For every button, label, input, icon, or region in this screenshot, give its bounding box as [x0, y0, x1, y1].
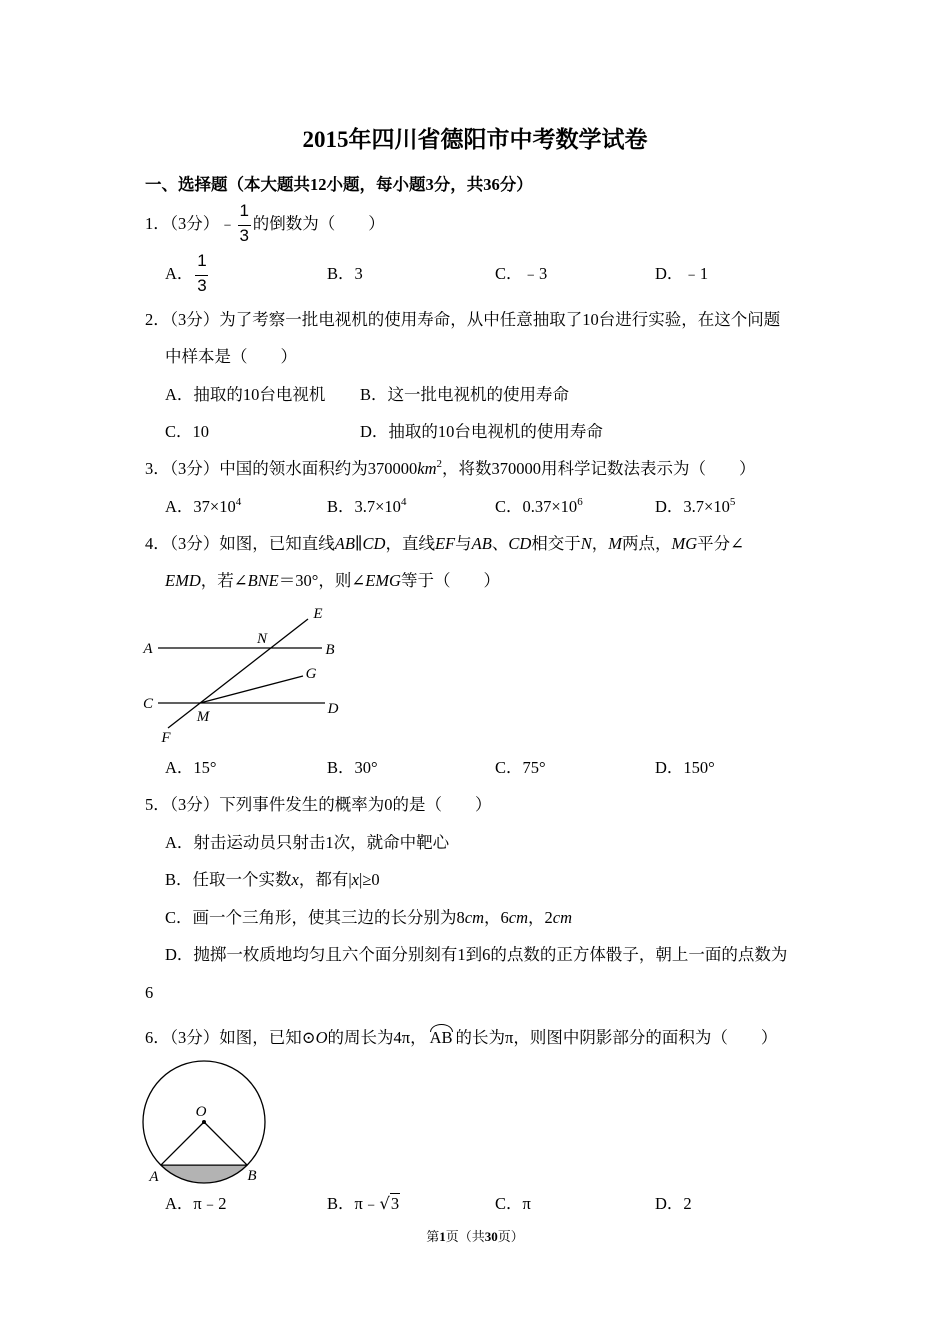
q3-option-d-exponent: 5 — [729, 496, 736, 508]
sqrt-icon: √ — [379, 1194, 390, 1213]
q5-option-a: A．射击运动员只射击1次，就命中靶心 — [165, 833, 450, 852]
q4-text-1: 4．（3分）如图，已知直线 — [145, 534, 335, 553]
q1-option-a-numerator: 1 — [197, 251, 207, 270]
q1-stem-text: 的倒数为（ ） — [252, 214, 385, 233]
q6-arc-ab: AB — [429, 1028, 453, 1047]
q6-option-a: A．π﹣2 — [165, 1194, 227, 1213]
q5-option-c-text-2: ，6 — [484, 908, 509, 927]
q5-option-b — [165, 869, 380, 891]
label-c: C — [142, 696, 154, 712]
exam-title: 2015年四川省德阳市中考数学试卷 — [302, 127, 648, 152]
label-b: B — [247, 1168, 257, 1184]
q4-seg-ab-2: AB — [471, 534, 492, 553]
q5-option-c-unit-2: cm — [508, 908, 529, 927]
q5-option-b-var-x: x — [291, 870, 299, 889]
q4-text-4: 、 — [491, 534, 509, 553]
q1-option-b: B．3 — [327, 264, 363, 283]
q4-stem-line-1 — [145, 533, 744, 555]
q2-stem-line-1: 2．（3分）为了考察一批电视机的使用寿命，从中任意抽取了10台进行实验，在这个问题 — [145, 310, 781, 329]
q3-unit-exponent: 2 — [436, 458, 442, 470]
q4-text-3: 与 — [455, 534, 472, 553]
q3-option-c-base: C．0.37×10 — [495, 497, 578, 516]
q2-option-d: D．抽取的10台电视机的使用寿命 — [360, 422, 603, 441]
section-heading: 一、选择题（本大题共12小题，每小题3分，共36分） — [145, 175, 533, 194]
q5-stem: 5．（3分）下列事件发生的概率为0的是（ ） — [145, 795, 492, 814]
q5-option-d-line-1: D．抛掷一枚质地均匀且六个面分别刻有1到6的点数的正方体骰子，朝上一面的点数为 — [165, 945, 788, 964]
q3-option-a-base: A．37×10 — [165, 497, 236, 516]
q3-option-c — [495, 496, 583, 518]
q5-option-c-unit-1: cm — [464, 908, 485, 927]
q4-angle-emd: EMD — [165, 571, 201, 590]
q4-seg-ef: EF — [434, 534, 456, 553]
q1-option-c: C．﹣3 — [495, 264, 548, 283]
q1-fraction-numerator: 1 — [239, 201, 249, 220]
q2-option-b: B．这一批电视机的使用寿命 — [360, 385, 570, 404]
q4-parallel-lines-figure — [140, 600, 350, 750]
label-g: G — [305, 666, 317, 682]
q1-option-a-fraction — [195, 251, 208, 295]
q3-stem-text-2: ，将数370000用科学记数法表示为（ ） — [442, 459, 756, 478]
q3-option-d — [655, 496, 735, 518]
q5-option-b-text-3: |≥0 — [358, 870, 380, 889]
footer-text-1: 第 — [426, 1229, 440, 1244]
q3-option-d-base: D．3.7×10 — [655, 497, 730, 516]
q2-option-c: C．10 — [165, 422, 210, 441]
q1-option-a-denominator: 3 — [197, 276, 207, 295]
q5-option-b-text-1: B．任取一个实数 — [165, 870, 292, 889]
q6-circle-name: O — [315, 1028, 328, 1047]
q4-text-10: ＝30°，则∠ — [278, 571, 366, 590]
q3-option-c-exponent: 6 — [577, 496, 583, 508]
q4-stem-line-2 — [165, 570, 500, 592]
q4-seg-mg: MG — [671, 534, 698, 553]
q4-seg-ab: AB — [334, 534, 355, 553]
q6-stem — [145, 1027, 777, 1049]
q1-option-a — [165, 251, 210, 295]
question-1-stem — [145, 201, 385, 245]
label-d: D — [327, 701, 339, 717]
footer-current-page: 1 — [439, 1229, 446, 1244]
center-point-o — [202, 1120, 206, 1124]
ray-mg — [200, 676, 303, 703]
radius-ob — [204, 1122, 247, 1165]
q3-option-a — [165, 496, 241, 518]
q4-text-5: 相交于 — [531, 534, 581, 553]
q4-seg-cd-2: CD — [508, 534, 532, 553]
label-a: A — [149, 1169, 159, 1185]
q6-option-b-text: B．π﹣ — [327, 1194, 380, 1213]
q2-option-a: A．抽取的10台电视机 — [165, 385, 326, 404]
q6-option-b — [327, 1193, 400, 1215]
q5-option-b-text-2: ，都有| — [298, 870, 352, 889]
q6-text-1: 6．（3分）如图，已知⊙ — [145, 1028, 316, 1047]
label-b: B — [325, 642, 335, 658]
footer-total-pages: 30 — [484, 1229, 498, 1244]
q6-circle-figure — [140, 1055, 270, 1187]
q3-stem-text-1: 3．（3分）中国的领水面积约为370000 — [145, 459, 418, 478]
q4-option-c: C．75° — [495, 758, 546, 777]
q4-option-b: B．30° — [327, 758, 378, 777]
q4-angle-bne: BNE — [247, 571, 279, 590]
shaded-segment — [161, 1165, 247, 1183]
q4-text-11: 等于（ ） — [400, 571, 500, 590]
q2-stem-line-2: 中样本是（ ） — [165, 347, 297, 366]
q3-option-a-exponent: 4 — [235, 496, 242, 508]
label-o: O — [195, 1104, 207, 1120]
q4-text-8: 平分∠ — [697, 534, 744, 553]
q5-option-c — [165, 907, 572, 929]
label-m: M — [196, 709, 210, 725]
q4-point-m: M — [608, 534, 622, 553]
q3-unit-km: km — [417, 459, 437, 478]
label-n: N — [256, 631, 268, 647]
q1-fraction-denominator: 3 — [239, 226, 249, 245]
footer-text-2: 页（共 — [445, 1229, 485, 1244]
q6-text-2: 的周长为4π， — [327, 1028, 427, 1047]
q3-option-b-exponent: 4 — [400, 496, 407, 508]
label-a: A — [143, 641, 153, 657]
label-f: F — [161, 730, 171, 746]
footer-text-3: 页） — [497, 1229, 524, 1244]
q6-option-c: C．π — [495, 1194, 531, 1213]
q4-text-6: ， — [591, 534, 609, 553]
q4-text-7: 两点， — [622, 534, 672, 553]
q4-parallel-sign: ∥ — [354, 534, 363, 553]
q6-text-3: 的长为π，则图中阴影部分的面积为（ ） — [455, 1028, 778, 1047]
q6-option-d: D．2 — [655, 1194, 692, 1213]
q1-fraction — [238, 201, 251, 245]
q5-option-c-text-1: C．画一个三角形，使其三边的长分别为8 — [165, 908, 465, 927]
q5-option-b-var-x-2: x — [351, 870, 359, 889]
q4-angle-emg: EMG — [365, 571, 401, 590]
q4-seg-cd: CD — [362, 534, 386, 553]
page-footer — [0, 1227, 950, 1247]
q1-option-d: D．﹣1 — [655, 264, 709, 283]
q4-point-n: N — [580, 534, 592, 553]
q5-option-d-line-2: 6 — [145, 983, 154, 1002]
q6-option-b-radicand: 3 — [390, 1194, 400, 1213]
q4-option-d: D．150° — [655, 758, 715, 777]
q5-option-c-unit-3: cm — [552, 908, 573, 927]
radius-oa — [161, 1122, 204, 1165]
line-ef — [168, 619, 308, 728]
q4-text-2: ，直线 — [385, 534, 435, 553]
q3-option-b — [327, 496, 406, 518]
q1-minus-sign: ﹣ — [219, 214, 236, 233]
q3-stem — [145, 458, 756, 480]
q4-text-9: ，若∠ — [200, 571, 248, 590]
q3-option-b-base: B．3.7×10 — [327, 497, 401, 516]
q1-number-score: 1．（3分） — [145, 214, 220, 233]
q4-option-a: A．15° — [165, 758, 217, 777]
label-e: E — [313, 606, 323, 622]
q1-option-a-label: A． — [165, 264, 194, 283]
q5-option-c-text-3: ，2 — [528, 908, 553, 927]
